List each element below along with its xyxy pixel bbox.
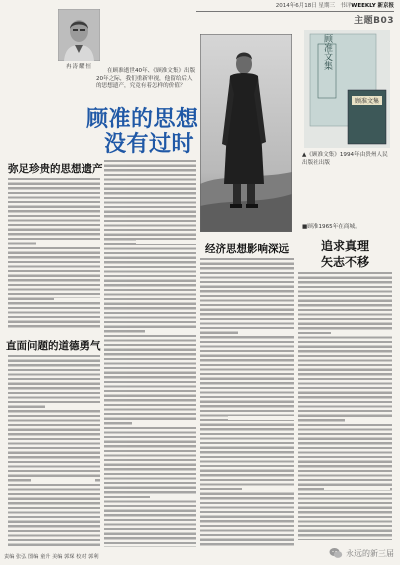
footer-credits: 责编 张弘 图编 童升 美编 郭琛 校对 郭利 [4, 554, 99, 560]
book-cover-title: 顾准文集 [322, 34, 332, 70]
weekly-label: WEEKLY [351, 3, 376, 9]
body-column-a1 [8, 178, 100, 330]
body-column-a2 [8, 355, 100, 547]
section-heading-truth-line-1: 追求真理 [320, 239, 369, 253]
wechat-icon [329, 547, 343, 559]
intro-paragraph: 在顾准逝世40年、《顾准文集》出版20年之际，我们重新审视，他留给后人的思想遗产，究竟有着怎样的价值？ [96, 68, 196, 90]
watermark [329, 546, 394, 560]
section-heading-truth-line-2: 矢志不移 [320, 255, 369, 269]
section-heading-courage: 直面问题的道德勇气 [6, 340, 101, 352]
body-column-c [200, 258, 294, 547]
header-rule [196, 11, 394, 12]
book-caption: ▲《顾准文集》1994年由贵州人民出版社出版 [302, 152, 388, 166]
section-heading-economics: 经济思想影响深远 [205, 243, 289, 255]
author-portrait [58, 9, 100, 61]
portrait-caption: 冉涛耀恒 [65, 64, 92, 70]
paper-name: 新京报 [377, 3, 394, 9]
page-label: 主题B03 [354, 16, 394, 26]
section-name: 书评 [340, 3, 352, 9]
headline-line-1: 顾准的思想 [86, 107, 199, 132]
headline-line-2: 没有过时 [104, 132, 195, 157]
masthead-line [196, 2, 394, 10]
book-inset-title: 顾准文集 [354, 98, 380, 105]
body-column-b [104, 160, 196, 547]
issue-date: 2014年6月18日 星期三 [275, 3, 335, 9]
book-cover-image [304, 30, 390, 148]
section-heading-legacy: 弥足珍贵的思想遗产 [8, 163, 103, 175]
body-column-d [298, 272, 392, 540]
gu-zhun-photo [200, 34, 292, 232]
photo-caption: ■顾准1965年在商城。 [302, 224, 361, 230]
watermark-text: 永远的新三届 [346, 548, 394, 558]
